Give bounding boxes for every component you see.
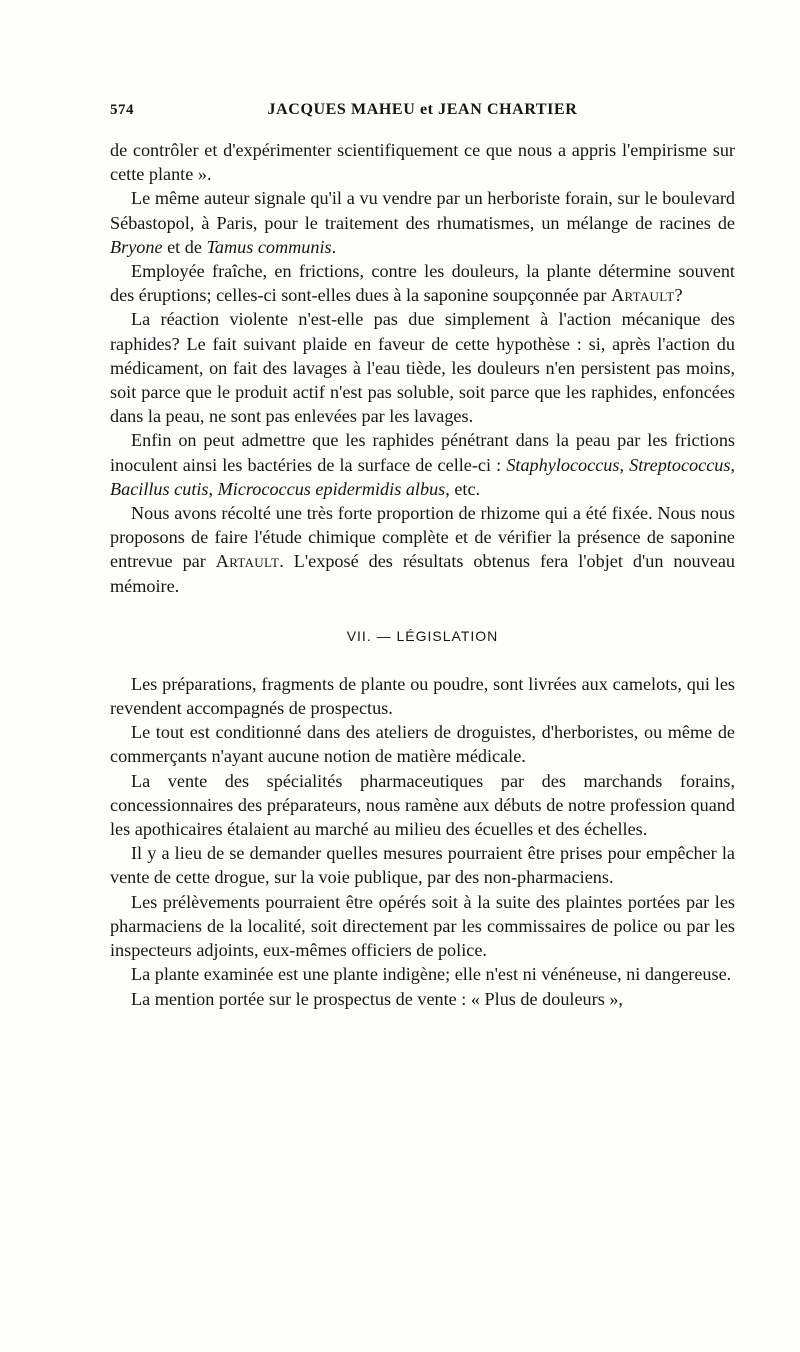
page-number: 574 [110, 102, 134, 118]
paragraph-5: Enfin on peut admettre que les raphides pénétrant dans la peau par les frictions inoculent ainsi les bactéries de la surface de celle-ci : Staphylococcus, Streptococcus, Bacillus cutis, Micrococcus epidermidis albus, etc. [110, 430, 735, 499]
section-title: LÉGISLATION [396, 627, 499, 644]
section-dash: — [376, 627, 392, 644]
species-tamus: Tamus communis [206, 236, 332, 257]
species-bacillus: Bacillus cutis [110, 478, 209, 499]
paragraph-2: Le même auteur signale qu'il a vu vendre par un herboriste forain, sur le boulevard Sébastopol, à Paris, pour le traitement des rhumatismes, un mélange de racines de Bryone et de Tamus communis. [110, 188, 735, 257]
paragraph-1: de contrôler et d'expérimenter scientifiquement ce que nous a appris l'empirisme sur cette plante ». [110, 140, 735, 185]
author-name: Artault [215, 551, 280, 572]
paragraph-8: Le tout est conditionné dans des ateliers de droguistes, d'herboristes, ou même de commerçants n'ayant aucune notion de matière médicale. [110, 722, 735, 767]
author-name: Artault [611, 285, 675, 306]
page-header [110, 98, 735, 122]
paragraph-12: La plante examinée est une plante indigène; elle n'est ni vénéneuse, ni dangereuse. [131, 964, 732, 985]
species-staphylococcus: Staphylococcus [506, 454, 620, 475]
paragraph-4: La réaction violente n'est-elle pas due simplement à l'action mécanique des raphides? Le fait suivant plaide en faveur de cette hypothèse : si, après l'action du médicament, on fait des lavages à l'eau tiède, les douleurs n'en persistent pas moins, soit parce que le produit actif n'est pas soluble, soit parce que les raphides, enfoncées dans la peau, ne sont pas enlevées par les lavages. [110, 309, 735, 427]
paragraph-6: Nous avons récolté une très forte proportion de rhizome qui a été fixée. Nous nous proposons de faire l'étude chimique complète et de vérifier la présence de saponine entrevue par Artault. L'exposé des résultats obtenus fera l'objet d'un nouveau mémoire. [110, 503, 735, 596]
section-number: VII. [346, 627, 372, 644]
section-heading [110, 626, 735, 646]
species-bryone: Bryone [110, 236, 163, 257]
paragraph-7: Les préparations, fragments de plante ou poudre, sont livrées aux camelots, qui les revendent accompagnés de prospectus. [110, 673, 735, 719]
body-text-upper [110, 138, 735, 1011]
paragraph-9: La vente des spécialités pharmaceutiques par des marchands forains, concessionnaires des préparateurs, nous ramène aux débuts de notre profession quand les apothicaires étalaient au marché au milieu des écuelles et des échelles. [110, 770, 735, 840]
species-micrococcus: Micrococcus epidermidis albus [217, 478, 446, 499]
running-title: JACQUES MAHEU et JEAN CHARTIER [267, 101, 578, 118]
paragraph-11: Les prélèvements pourraient être opérés soit à la suite des plaintes portées par les pharmaciens de la localité, soit directement par les commissaires de police ou par les inspecteurs adjoints, eux-mêmes officiers de police. [110, 891, 735, 961]
paragraph-13: La mention portée sur le prospectus de vente : « Plus de douleurs », [131, 988, 623, 1009]
paragraph-10: Il y a lieu de se demander quelles mesures pourraient être prises pour empêcher la vente de cette drogue, sur la voie publique, par des non-pharmaciens. [110, 843, 735, 888]
species-streptococcus: Streptococcus [629, 454, 731, 475]
paragraph-3: Employée fraîche, en frictions, contre les douleurs, la plante détermine souvent des éruptions; celles-ci sont-elles dues à la saponine soupçonnée par Artault? [110, 261, 735, 306]
